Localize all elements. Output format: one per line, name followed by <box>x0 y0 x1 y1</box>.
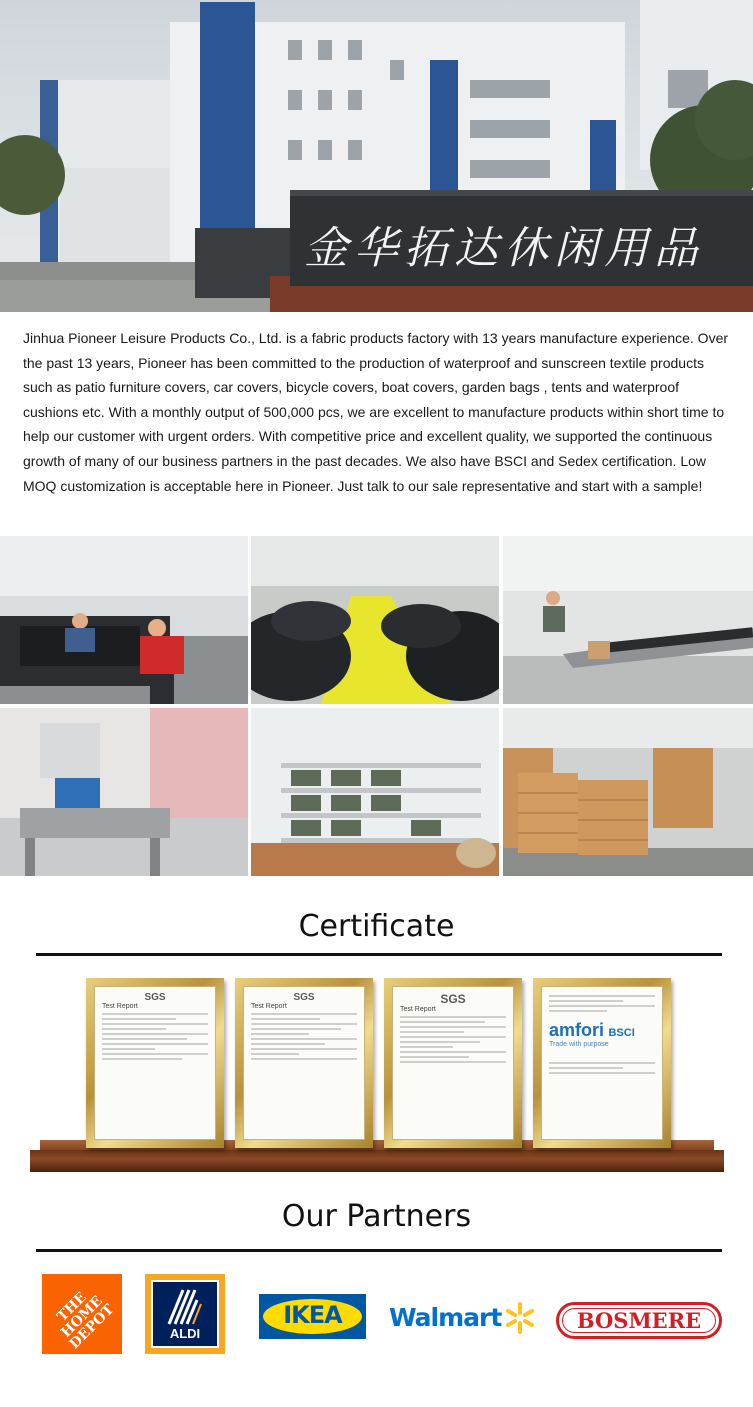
partners-divider <box>36 1249 722 1252</box>
walmart-logo-text: Walmart <box>389 1303 502 1332</box>
report-title: Test Report <box>400 1006 436 1013</box>
welding-machine-photo <box>0 708 248 876</box>
certificate-frame-2 <box>235 978 373 1148</box>
ikea-logo <box>259 1294 366 1339</box>
sewing-workshop-photo <box>0 536 248 704</box>
bsci-logo: BSCI <box>608 1027 635 1039</box>
bosmere-logo <box>556 1302 722 1339</box>
certificate-frame-4 <box>533 978 671 1148</box>
packed-cartons-photo <box>503 708 753 876</box>
amfori-tagline: Trade with purpose <box>549 1041 609 1048</box>
aldi-stripes-icon <box>153 1284 217 1328</box>
amfori-logo: amfori <box>549 1020 605 1040</box>
certificate-heading: Certificate <box>298 909 455 944</box>
hero-sign-text: 金华拓达休闲用品 <box>304 223 704 274</box>
shelf-base <box>30 1150 724 1172</box>
report-title: Test Report <box>251 1003 287 1010</box>
sgs-logo: SGS <box>293 992 315 1003</box>
production-floor-photo <box>251 536 499 704</box>
partners-heading: Our Partners <box>281 1199 472 1234</box>
aldi-logo-text: ALDI <box>169 1326 201 1341</box>
certificate-shelf <box>30 968 724 1174</box>
home-depot-logo-text: THE HOME DEPOT <box>54 1289 118 1353</box>
sample-shelves-photo <box>251 708 499 876</box>
certificate-frame-1 <box>86 978 224 1148</box>
walmart-logo <box>389 1300 539 1336</box>
sgs-logo: SGS <box>440 992 466 1006</box>
report-title: Test Report <box>102 1003 138 1010</box>
cutting-tables-photo <box>503 536 753 704</box>
sgs-logo: SGS <box>144 992 166 1003</box>
bosmere-logo-text: BOSMERE <box>576 1308 702 1333</box>
ikea-logo-text: IKEA <box>283 1301 342 1329</box>
certificate-divider <box>36 953 722 956</box>
aldi-logo <box>145 1274 225 1354</box>
walmart-spark-icon <box>503 1301 537 1335</box>
home-depot-logo <box>42 1274 122 1354</box>
certificate-frame-3 <box>384 978 522 1148</box>
factory-hero-image <box>0 0 753 312</box>
company-intro-paragraph: Jinhua Pioneer Leisure Products Co., Ltd. is a fabric products factory with 13 years manufacture experience. Over the past 13 years, Pioneer has been committed to the production of waterproof and sunscreen textile products such as patio furniture covers, car covers, bicycle covers, boat covers, garden bags , tents and waterproof cushions etc. With a monthly output of 500,000 pcs, we are excellent to manufacture products within short time to help our customer with urgent orders. With competitive price and excellent quality, we supported the continuous growth of many of our business partners in the past decades. We also have BSCI and Sedex certification. Low MOQ customization is acceptable here in Pioneer. Just talk to our sale representative and start with a sample! <box>23 330 729 494</box>
